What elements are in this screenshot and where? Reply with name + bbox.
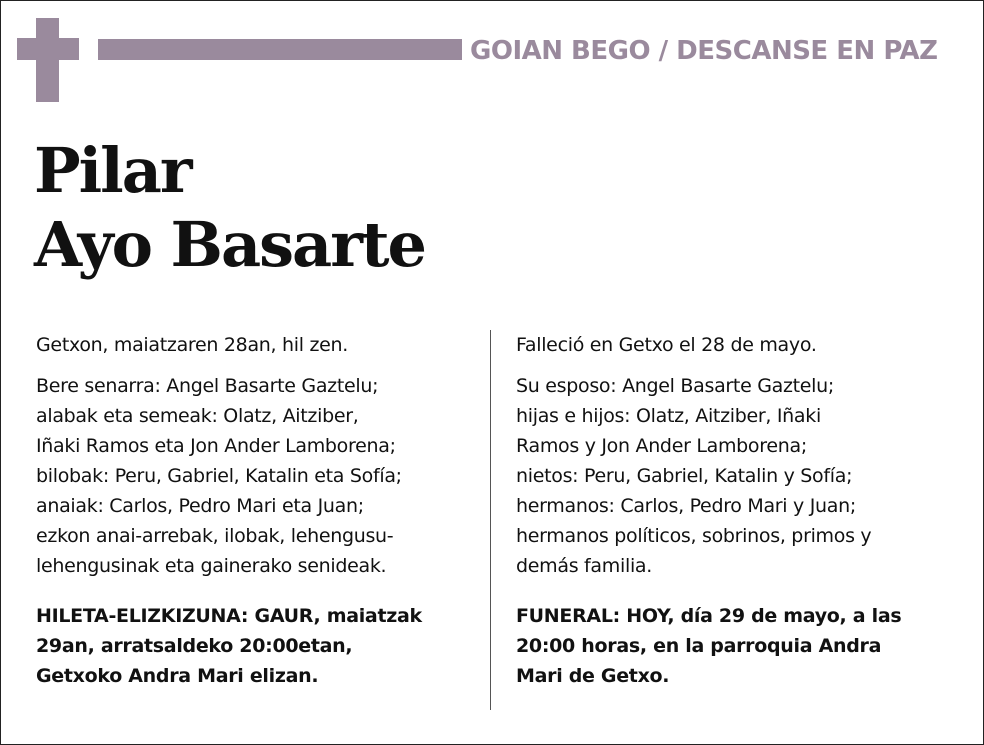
basque-family-line: ezkon anai-arrebak, ilobak, lehengusu- (36, 525, 394, 547)
spanish-column (516, 330, 961, 691)
basque-family-line: Bere senarra: Angel Basarte Gaztelu; (36, 375, 379, 397)
spanish-funeral-line: FUNERAL: HOY, día 29 de mayo, a las (516, 605, 902, 627)
surnames: Ayo Basarte (34, 208, 425, 281)
basque-funeral (36, 601, 481, 691)
deceased-name (34, 134, 425, 282)
spanish-funeral-line: Mari de Getxo. (516, 665, 670, 687)
basque-family-line: lehengusinak eta gainerako senideak. (36, 555, 387, 577)
cross-vertical-bar (36, 18, 59, 102)
basque-funeral-line: Getxoko Andra Mari elizan. (36, 665, 319, 687)
basque-family-line: alabak eta semeak: Olatz, Aitziber, (36, 405, 359, 427)
basque-column (36, 330, 481, 691)
basque-funeral-line: 29an, arratsaldeko 20:00etan, (36, 635, 353, 657)
spanish-family-line: nietos: Peru, Gabriel, Katalin y Sofía; (516, 465, 853, 487)
basque-family-line: bilobak: Peru, Gabriel, Katalin eta Sofía; (36, 465, 402, 487)
spanish-intro: Falleció en Getxo el 28 de mayo. (516, 334, 817, 356)
first-name: Pilar (34, 134, 191, 207)
spanish-family-line: Ramos y Jon Ander Lamborena; (516, 435, 807, 457)
spanish-family-line: demás familia. (516, 555, 652, 577)
spanish-family-line: hermanos: Carlos, Pedro Mari y Juan; (516, 495, 856, 517)
spanish-family-line: Su esposo: Angel Basarte Gaztelu; (516, 375, 834, 397)
basque-family-line: Iñaki Ramos eta Jon Ander Lamborena; (36, 435, 396, 457)
cross-horizontal-bar (17, 38, 79, 60)
spanish-funeral (516, 601, 961, 691)
basque-intro: Getxon, maiatzaren 28an, hil zen. (36, 334, 348, 356)
header-title: GOIAN BEGO / DESCANSE EN PAZ (470, 36, 938, 66)
spanish-family-line: hijas e hijos: Olatz, Aitziber, Iñaki (516, 405, 821, 427)
column-divider (490, 330, 491, 710)
spanish-funeral-line: 20:00 horas, en la parroquia Andra (516, 635, 882, 657)
basque-funeral-line: HILETA-ELIZKIZUNA: GAUR, maiatzak (36, 605, 422, 627)
basque-family-line: anaiak: Carlos, Pedro Mari eta Juan; (36, 495, 364, 517)
spanish-family (516, 371, 961, 581)
spanish-family-line: hermanos políticos, sobrinos, primos y (516, 525, 872, 547)
header-decorative-bar (98, 39, 462, 60)
basque-family (36, 371, 481, 581)
